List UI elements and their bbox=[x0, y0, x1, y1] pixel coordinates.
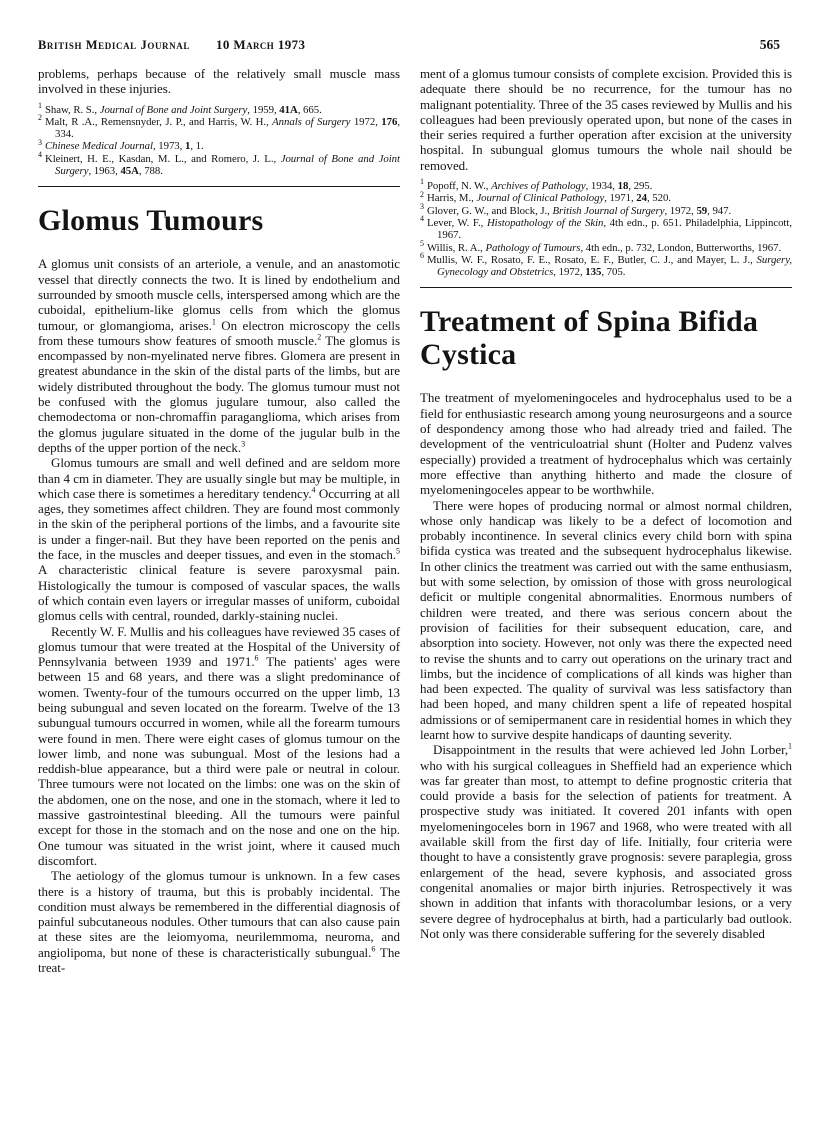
reference-list bbox=[38, 101, 400, 178]
article-title-glomus-tumours: Glomus Tumours bbox=[38, 204, 264, 238]
journal-name: British Medical Journal bbox=[38, 38, 190, 52]
reference-item bbox=[420, 202, 792, 217]
reference-number: 6 bbox=[420, 251, 424, 261]
reference-text: Malt, R .A., Remensnyder, J. P., and Harris, W. H., Annals of Surgery 1972, 176, 334. bbox=[44, 115, 400, 141]
section-divider bbox=[38, 186, 400, 187]
masthead bbox=[38, 38, 792, 52]
left-column bbox=[38, 66, 400, 975]
reference-text: Mullis, W. F., Rosato, F. E., Rosato, E. F., Butler, C. J., and Mayer, L. J., Surgery, Gynecology and Obstetrics, 1972, 135, 705. bbox=[426, 253, 792, 279]
reference-text: Popoff, N. W., Archives of Pathology, 1934, 18, 295. bbox=[426, 180, 653, 193]
reference-number: 1 bbox=[38, 101, 42, 110]
reference-item bbox=[420, 251, 792, 279]
reference-item bbox=[420, 177, 792, 193]
section-divider bbox=[420, 287, 792, 288]
continuation-paragraph: problems, perhaps because of the relatively small muscle mass involved in these injuries. bbox=[38, 66, 400, 97]
reference-item bbox=[420, 189, 792, 205]
reference-number: 3 bbox=[420, 202, 424, 212]
article-paragraph: Glomus tumours are small and well defined and are seldom more than 4 cm in diameter. They are usually single but may be multiple, in which case there is sometimes a hereditary tendency.$^4$ Occurring at all ages, they sometimes affect children. They are found most commonly in the skin of the peripheral portions of the limbs, and a favourite site is under a finger-nail. But they have been reported on the penis and the face, in the muscles and deeper tissues, and even in the stomach.$^5$ A characteristic clinical feature is severe paroxysmal pain. Histologically the tumour is composed of vascular spaces, the walls of which contain even layers or irregular masses of uniform, cuboidal glomus cells with central, rounded, darkly-staining nuclei. bbox=[38, 455, 400, 624]
article-paragraph: The treatment of myelomeningoceles and hydrocephalus used to be a field for enthusiastic research among young neurosurgeons and a source of despondency among those who had already tried and failed. The development of the ventriculoatrial shunt (Holter and Pudenz valves especially) provided a treatment of hydrocephalus which was certainly more effective than anything hitherto and made the closure of myelomeningoceles appear to be worthwhile. bbox=[420, 390, 792, 498]
reference-number: 5 bbox=[420, 238, 424, 248]
reference-item bbox=[420, 214, 792, 242]
masthead-left bbox=[38, 38, 305, 52]
reference-text: Harris, M., Journal of Clinical Pathology, 1971, 24, 520. bbox=[426, 192, 671, 205]
article-paragraph: Recently W. F. Mullis and his colleagues have reviewed 35 cases of glomus tumour that were treated at the Hospital of the University of Pennsylvania between 1939 and 1971.$^6$ The patients' ages were between 15 and 68 years, and there was a slight predominance of women. Twenty-four of the tumours occurred on the upper limb, 13 being subungual and seven located on the forearm. Twelve of the 13 subungual tumours occurred in women, while all the forearm tumours were found in men. There were eight cases of glomus tumour on the lower limb, and none was subungual. Most of the lesions had a reddish-blue appearance, but a third were pale or neutral in colour. Three tumours were not located on the limbs: one was on the skin of the abdomen, one on the nose, and one in the stomach, where it led to massive gastrointestinal bleeding. All the tumours were painful except for those in the stomach and on the nose and one on the hip. One tumour was situated in the wrist joint, where it caused much discomfort. bbox=[38, 623, 400, 868]
article-paragraph: There were hopes of producing normal or almost normal children, whose only handicap was likely to be a defect of locomotion and probably incontinence. In several clinics every child born with spina bifida cystica was treated and the subsequent hydrocephalus likewise. In other clinics the treatment was carried out with the same enthusiasm, but with some selection, by omission of those with gross neurological deficit or multiple congenital abnormalities. Enormous numbers of children were treated, and there was serious concern about the provision of facilities for their subsequent education, care, and absorption into society. However, not only was there the expected need to revise the shunts and to carry out operations on the urinary tract and limbs, but the incidence of complications of all kinds was higher than had been expected. The quality of survival was less satisfactory than had been hoped, and many children spent a life of repeated hospital admissions or of semipermanent care in residential homes in which they learnt how to survive despite handicaps of daunting severity. bbox=[420, 497, 792, 742]
page-number: 565 bbox=[759, 37, 780, 52]
reference-number: 2 bbox=[38, 113, 42, 123]
reference-item bbox=[38, 150, 400, 178]
article-paragraph: Disappointment in the results that were achieved led John Lorber,$^1$ who with his surgical colleagues in Sheffield had an experience which was far greater than most, to attempt to define prognostic criteria that could provide a basis for the selection of patients for treatment. A prospective study was initiated. It covered 201 infants with open myelomeningoceles born in 1967 and 1968, who were treated with all available skill from the first day of life. Initially, four criteria were thought to have a consistently grave prognosis: severe paraplegia, gross enlargement of the head, severe kyphosis, and associated gross congenital anomalies or major birth injuries. Retrospectively it was shown in addition that infants with thoracolumbar lesions, or a very severe degree of hydrocephalus at birth, had a particularly bad outlook. Not only was there considerable suffering for the severely disabled bbox=[420, 741, 792, 941]
reference-number: 4 bbox=[38, 150, 42, 160]
right-column bbox=[420, 66, 792, 975]
reference-number: 4 bbox=[420, 214, 424, 224]
reference-item bbox=[38, 137, 400, 153]
article-paragraph: A glomus unit consists of an arteriole, a venule, and an anastomotic vessel that directly connects the two. It is lined by endothelium and surrounded by smooth muscle cells, interspersed among which are the cuboidal, epithelium-like glomus cells from which the glomus tumour, or glomangioma, arises.$^1$ On electron microscopy the cells from these tumours show features of smooth muscle.$^2$ The glomus is encompassed by non-myelinated nerve fibres. Glomera are present in greatest abundance in the skin of the distal parts of the limbs, but are widely distributed throughout the body. The glomus tumour must not be confused with the glomus jugulare tumour, also called the chemodectoma or non-chromaffin paraganglioma, which arises from the glomus jugulare situated in the dome of the jugular bulb in the depths of the upper portion of the neck.$^3$ bbox=[38, 256, 400, 455]
issue-date: 10 March 1973 bbox=[215, 37, 306, 52]
reference-number: 3 bbox=[38, 137, 42, 147]
reference-text: Willis, R. A., Pathology of Tumours, 4th edn., p. 732, London, Butterworths, 1967. bbox=[426, 241, 782, 254]
reference-list bbox=[420, 177, 792, 279]
reference-text: Glover, G. W., and Block, J., British Journal of Surgery, 1972, 59, 947. bbox=[426, 204, 732, 217]
reference-text: Chinese Medical Journal, 1973, 1, 1. bbox=[44, 140, 204, 153]
reference-text: Shaw, R. S., Journal of Bone and Joint Surgery, 1959, 41A, 665. bbox=[44, 103, 322, 116]
reference-number: 1 bbox=[420, 177, 424, 187]
reference-item bbox=[38, 113, 400, 141]
reference-item bbox=[38, 101, 400, 116]
two-column-layout bbox=[38, 66, 792, 975]
continuation-paragraph: ment of a glomus tumour consists of complete excision. Provided this is adequate there should be no recurrence, for the tumour has no malignant potentiality. Three of the 35 cases reviewed by Mullis and his colleagues had been previously operated upon, but none of the cases in their series required a further operation after excision at the university hospital. In subungual glomus tumours the whole nail should be removed. bbox=[420, 66, 792, 173]
reference-text: Lever, W. F., Histopathology of the Skin, 4th edn., p. 651. Philadelphia, Lippincott, 1967. bbox=[426, 216, 792, 242]
reference-number: 2 bbox=[420, 189, 424, 199]
article-title-spina-bifida: Treatment of Spina Bifida Cystica bbox=[420, 305, 759, 372]
article-paragraph: The aetiology of the glomus tumour is unknown. In a few cases there is a history of trauma, but this is probably incidental. The condition must always be remembered in the differential diagnosis of painful subcutaneous nodules. Other tumours that can also cause pain at these sites are the leiomyoma, neurilemmoma, neuroma, and angiolipoma, but none of these is characteristically subungual.$^6$ The treat- bbox=[38, 868, 400, 976]
reference-text: Kleinert, H. E., Kasdan, M. L., and Romero, J. L., Journal of Bone and Joint Surgery, 1963, 45A, 788. bbox=[44, 152, 400, 178]
reference-item bbox=[420, 238, 792, 254]
